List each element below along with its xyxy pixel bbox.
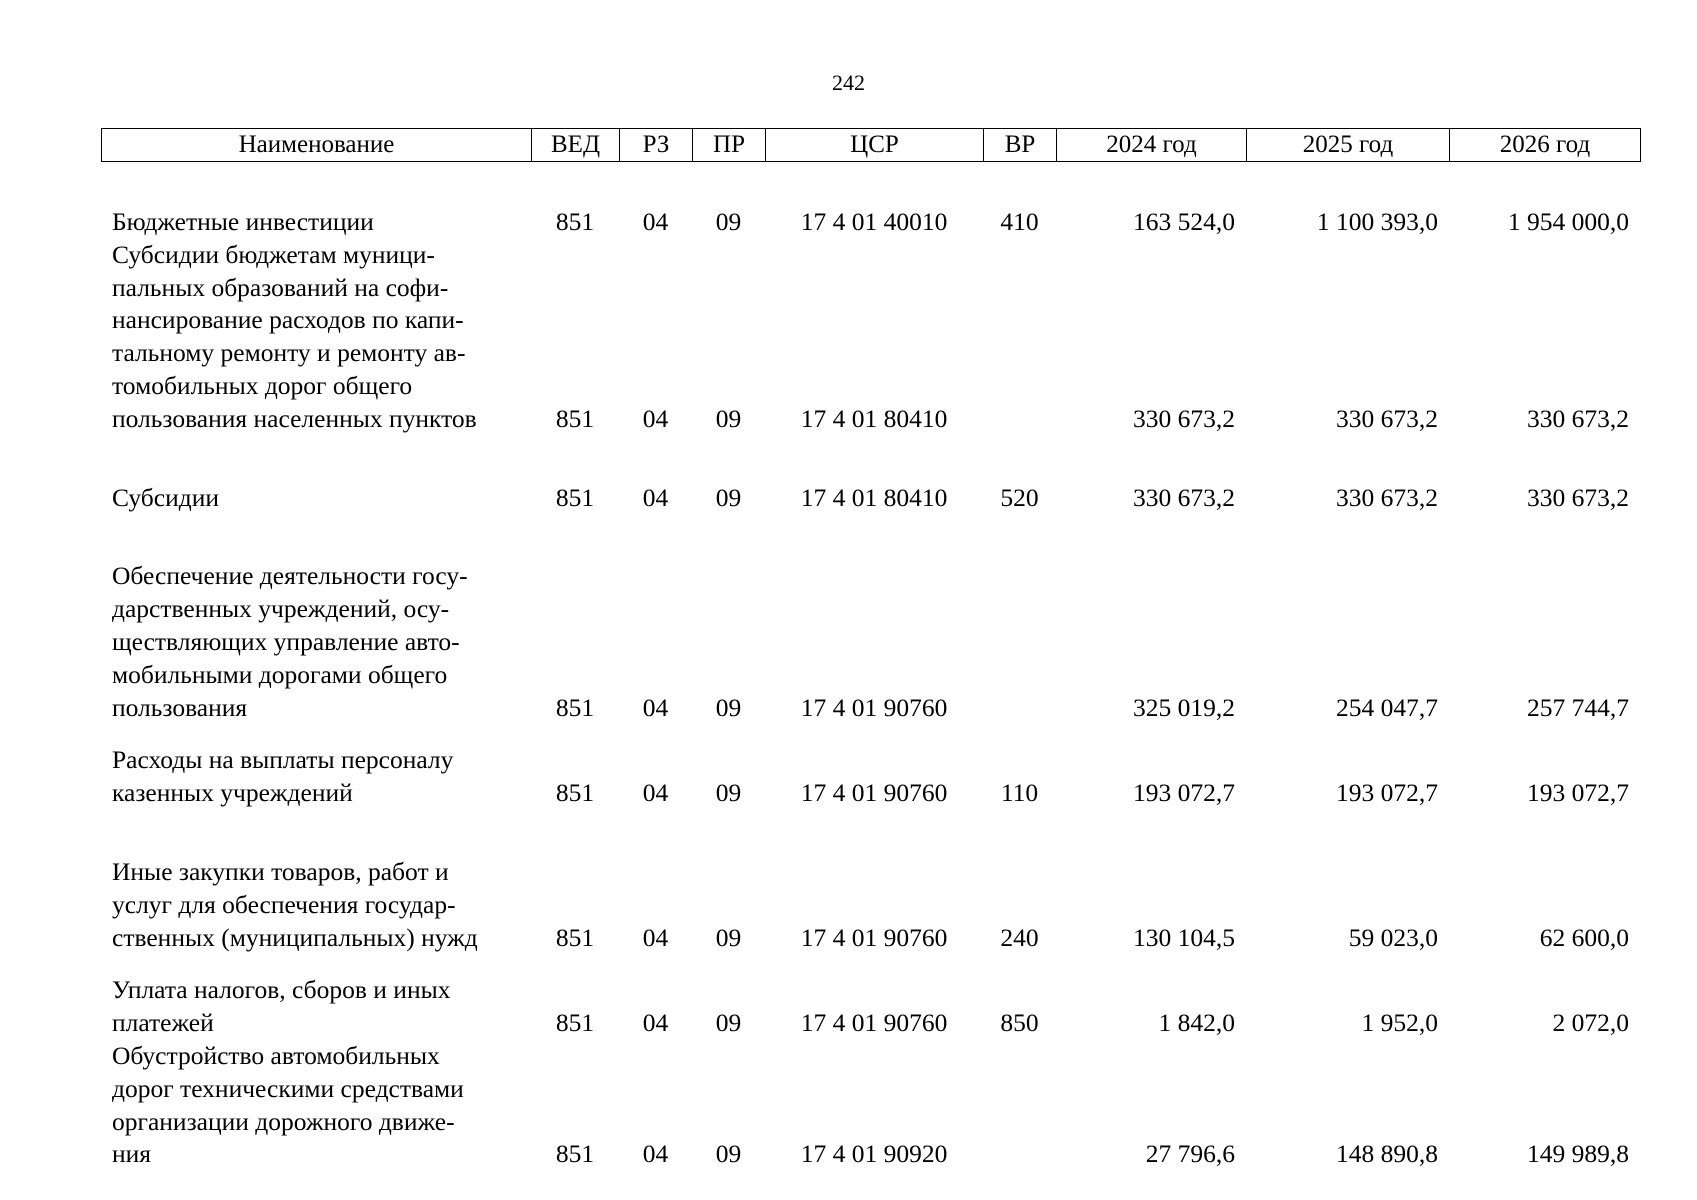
row-pr: 09	[715, 1139, 742, 1169]
row-ved: 851	[555, 1008, 595, 1038]
row-spacer-cell	[101, 436, 1640, 482]
row-rz: 04	[642, 692, 669, 722]
row-name-line: платежей	[112, 1008, 214, 1038]
table-row	[101, 974, 1640, 1040]
row-pr: 09	[715, 207, 742, 236]
row-amount-2025: 254 047,7	[1336, 692, 1438, 722]
col-header-2025: 2025 год	[1247, 129, 1450, 162]
row-amount-2025: 330 673,2	[1336, 482, 1438, 512]
row-name-line: казенных учреждений	[112, 778, 353, 808]
row-name-line: Уплата налогов, сборов и иных	[112, 975, 451, 1005]
row-name	[101, 206, 531, 239]
row-name-line: тальному ремонту и ремонту ав-	[112, 338, 466, 368]
table-row	[101, 1040, 1640, 1171]
row-amount-2025: 330 673,2	[1336, 403, 1438, 433]
row-amount-2024: 130 104,5	[1133, 922, 1235, 952]
row-amount-2025: 148 890,8	[1336, 1139, 1438, 1169]
row-amount-2025: 1 952,0	[1361, 1008, 1438, 1038]
row-rz: 04	[642, 403, 669, 433]
row-amount-2025: 193 072,7	[1336, 778, 1438, 808]
row-name-line: Расходы на выплаты персоналу	[112, 745, 454, 775]
row-vr	[983, 1040, 1056, 1171]
row-spacer	[101, 436, 1640, 482]
row-name-line: дорог техническими средствами	[112, 1073, 464, 1103]
row-rz: 04	[642, 778, 669, 808]
row-ved: 851	[555, 778, 595, 808]
row-rz: 04	[642, 482, 669, 512]
row-name-line: услуг для обеспечения государ-	[112, 889, 456, 919]
table-row	[101, 856, 1640, 954]
col-header-csr: ЦСР	[766, 129, 984, 162]
row-vr: 110	[1000, 778, 1039, 808]
page-number: 242	[832, 70, 865, 95]
row-ved: 851	[555, 207, 595, 236]
row-name	[101, 239, 531, 436]
row-csr: 17 4 01 90760	[800, 1008, 948, 1038]
col-header-2024: 2024 год	[1057, 129, 1247, 162]
row-name	[101, 560, 531, 724]
row-csr: 17 4 01 90760	[800, 778, 948, 808]
row-name-line: Субсидии бюджетам муници-	[112, 239, 435, 269]
row-name	[101, 1040, 531, 1171]
row-name-line: Субсидии	[112, 482, 219, 512]
row-rz: 04	[642, 1008, 669, 1038]
row-spacer-cell	[101, 514, 1640, 560]
row-amount-2026: 330 673,2	[1527, 482, 1629, 512]
row-amount-2024: 330 673,2	[1133, 482, 1235, 512]
row-csr: 17 4 01 80410	[800, 403, 948, 433]
row-amount-2026: 193 072,7	[1527, 778, 1629, 808]
row-amount-2026: 149 989,8	[1527, 1139, 1629, 1169]
row-amount-2024: 163 524,0	[1133, 207, 1235, 236]
col-header-vr: ВР	[984, 129, 1057, 162]
table-row	[101, 744, 1640, 810]
row-pr: 09	[715, 1008, 742, 1038]
row-amount-2025: 59 023,0	[1348, 922, 1438, 952]
col-header-pr: ПР	[693, 129, 766, 162]
row-name-line: ственных (муниципальных) нужд	[112, 922, 478, 952]
row-name-line: пользования	[112, 692, 248, 722]
table-header	[101, 128, 1641, 162]
row-spacer-cell	[101, 724, 1640, 744]
row-spacer	[101, 514, 1640, 560]
row-csr: 17 4 01 90760	[800, 692, 948, 722]
row-pr: 09	[715, 482, 742, 512]
budget-table	[101, 206, 1640, 1171]
row-name-line: пользования населенных пунктов	[112, 403, 477, 433]
row-amount-2026: 257 744,7	[1527, 692, 1629, 722]
row-vr	[983, 560, 1056, 724]
row-amount-2026: 330 673,2	[1527, 403, 1629, 433]
row-name-line: Обеспечение деятельности госу-	[112, 561, 468, 591]
row-spacer	[101, 954, 1640, 974]
row-name-line: дарственных учреждений, осу-	[112, 594, 450, 624]
row-name-line: организации дорожного движе-	[112, 1106, 455, 1136]
row-ved: 851	[555, 482, 595, 512]
col-header-2026: 2026 год	[1450, 129, 1641, 162]
row-name-line: ществляющих управление авто-	[112, 626, 460, 656]
row-name	[101, 856, 531, 954]
col-header-rz: РЗ	[620, 129, 693, 162]
table-row	[101, 560, 1640, 724]
row-amount-2025: 1 100 393,0	[1316, 207, 1438, 236]
row-name	[101, 482, 531, 515]
row-pr: 09	[715, 403, 742, 433]
row-amount-2024: 193 072,7	[1133, 778, 1235, 808]
row-vr: 240	[1000, 922, 1039, 952]
row-spacer	[101, 724, 1640, 744]
row-name	[101, 974, 531, 1040]
row-spacer-cell	[101, 954, 1640, 974]
row-pr: 09	[715, 692, 742, 722]
table-row	[101, 482, 1640, 515]
row-name-line: Бюджетные инвестиции	[112, 207, 374, 236]
row-name-line: мобильными дорогами общего	[112, 659, 448, 689]
row-rz: 04	[642, 207, 669, 236]
table-row	[101, 239, 1640, 436]
row-vr: 520	[1000, 482, 1039, 512]
row-vr: 410	[1000, 207, 1039, 236]
col-header-name: Наименование	[102, 129, 532, 162]
row-amount-2024: 27 796,6	[1145, 1139, 1235, 1169]
row-ved: 851	[555, 1139, 595, 1169]
row-name-line: Иные закупки товаров, работ и	[112, 856, 449, 886]
row-amount-2024: 1 842,0	[1158, 1008, 1235, 1038]
row-pr: 09	[715, 922, 742, 952]
row-spacer-cell	[101, 810, 1640, 856]
row-name-line: томобильных дорог общего	[112, 370, 413, 400]
row-ved: 851	[555, 692, 595, 722]
row-pr: 09	[715, 778, 742, 808]
row-csr: 17 4 01 90760	[800, 922, 948, 952]
row-name-line: ния	[112, 1139, 152, 1169]
row-rz: 04	[642, 1139, 669, 1169]
row-name-line: нансирование расходов по капи-	[112, 305, 464, 335]
row-ved: 851	[555, 922, 595, 952]
row-csr: 17 4 01 80410	[800, 482, 948, 512]
row-vr: 850	[1000, 1008, 1039, 1038]
row-amount-2024: 330 673,2	[1133, 403, 1235, 433]
table-row	[101, 206, 1640, 239]
row-amount-2026: 1 954 000,0	[1507, 207, 1629, 236]
row-csr: 17 4 01 40010	[800, 207, 948, 236]
row-vr	[983, 239, 1056, 436]
row-amount-2026: 62 600,0	[1539, 922, 1629, 952]
row-name-line: пальных образований на софи-	[112, 272, 449, 302]
row-name-line: Обустройство автомобильных	[112, 1040, 440, 1070]
col-header-ved: ВЕД	[532, 129, 620, 162]
row-rz: 04	[642, 922, 669, 952]
row-ved: 851	[555, 403, 595, 433]
row-amount-2024: 325 019,2	[1133, 692, 1235, 722]
row-spacer	[101, 810, 1640, 856]
row-csr: 17 4 01 90920	[800, 1139, 948, 1169]
row-amount-2026: 2 072,0	[1552, 1008, 1629, 1038]
row-name	[101, 744, 531, 810]
